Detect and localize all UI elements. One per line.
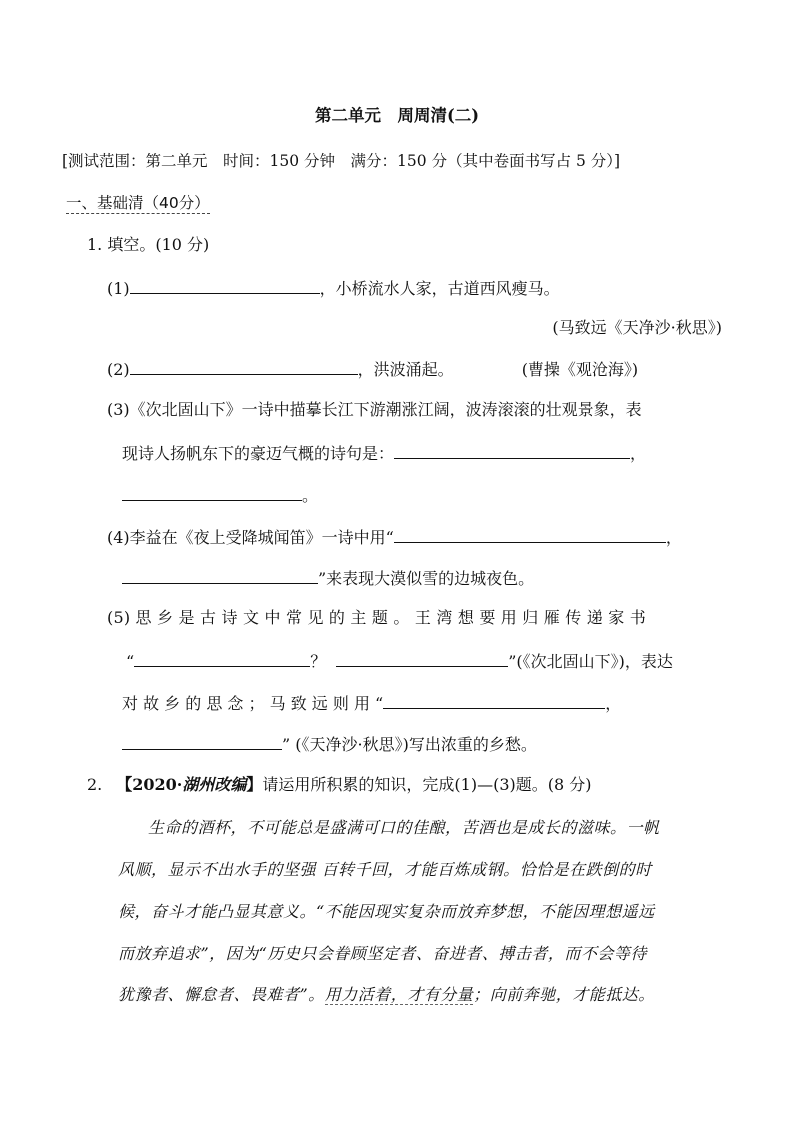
prompt-text: ”(《次北固山下》)，表达 xyxy=(508,652,673,671)
prompt-text: 现诗人扬帆东下的豪迈气概的诗句是： xyxy=(122,444,395,463)
question-1-part-5-line-4 xyxy=(122,733,537,755)
source-tag xyxy=(116,775,262,794)
answer-blank[interactable] xyxy=(336,650,508,667)
question-1-part-5-line-3 xyxy=(122,692,621,714)
passage-text: ；向前奔驰，才能抵达。 xyxy=(473,985,655,1004)
punctuation: ？ xyxy=(310,652,327,671)
punctuation: 。 xyxy=(302,486,319,505)
passage-line-2: 风顺，显示不出水手的坚强 百转千回，才能百炼成钢。恰恰是在跌倒的时 xyxy=(118,860,652,879)
prompt-text: (4)李益在《夜上受降城闻笛》一诗中用“ xyxy=(107,528,394,547)
part-number: (1) xyxy=(107,279,130,298)
question-1-part-5-line-1: (5) 思 乡 是 古 诗 文 中 常 见 的 主 题 。 王 湾 想 要 用 归 雁 传 递 家 书 xyxy=(107,608,646,627)
punctuation: ， xyxy=(665,528,682,547)
part-number: (2) xyxy=(107,360,130,379)
punctuation: “ xyxy=(126,652,135,671)
question-2-heading xyxy=(87,775,592,795)
question-2-instruction: 请运用所积累的知识，完成(1)—(3)题。(8 分) xyxy=(262,775,592,794)
answer-blank[interactable] xyxy=(122,484,302,501)
passage-line-3: 候，奋斗才能凸显其意义。“不能因现实复杂而放弃梦想，不能因理想遥远 xyxy=(118,902,655,921)
question-1-part-4-line-1 xyxy=(107,526,682,548)
prompt-text: ” (《天净沙·秋思》)写出浓重的乡愁。 xyxy=(282,735,537,754)
question-1-part-1-source: (马致远《天净沙·秋思》) xyxy=(552,318,722,337)
poem-line: ，洪波涌起。 xyxy=(357,360,454,379)
poem-source: (曹操《观沧海》) xyxy=(521,360,639,379)
source-tag-year: 【2020· xyxy=(116,775,183,794)
question-1-part-3-line-1: (3)《次北固山下》一诗中描摹长江下游潮涨江阔，波涛滚滚的壮观景象，表 xyxy=(107,400,642,419)
answer-blank[interactable] xyxy=(134,650,310,667)
punctuation: ， xyxy=(630,444,647,463)
question-1-part-1 xyxy=(107,277,560,299)
punctuation: ， xyxy=(605,694,622,713)
underlined-sentence: 用力活着，才有分量 xyxy=(324,985,474,1004)
question-number: 2. xyxy=(87,775,103,794)
question-1-part-4-line-2 xyxy=(122,567,534,589)
page-title: 第二单元 周周清(二) xyxy=(314,106,480,125)
question-1-heading: 1. 填空。(10 分) xyxy=(87,235,210,254)
passage-line-1: 生命的酒杯，不可能总是盛满可口的佳酿，苦酒也是成长的滋味。一帆 xyxy=(148,818,660,837)
question-1-part-5-line-2 xyxy=(126,650,673,672)
prompt-text: 对 故 乡 的 思 念 ； 马 致 远 则 用 “ xyxy=(122,694,384,713)
passage-text: 犹豫者、懈怠者、畏难者”。 xyxy=(118,985,325,1004)
section-heading xyxy=(66,193,210,213)
passage-line-4: 而放弃追求”，因为“历史只会眷顾坚定者、奋进者、搏击者，而不会等待 xyxy=(118,944,647,963)
answer-blank[interactable] xyxy=(383,692,605,709)
answer-blank[interactable] xyxy=(130,277,320,294)
test-range: [测试范围：第二单元 时间：150 分钟 满分：150 分（其中卷面书写占 5 分）] xyxy=(62,152,621,170)
source-tag-close: 】 xyxy=(246,775,263,794)
passage-line-5 xyxy=(118,985,655,1005)
answer-blank[interactable] xyxy=(394,526,666,543)
answer-blank[interactable] xyxy=(394,442,630,459)
question-1-part-2 xyxy=(107,358,638,380)
answer-blank[interactable] xyxy=(122,567,318,584)
answer-blank[interactable] xyxy=(122,733,282,750)
section-heading-text: 一、基础清（40分） xyxy=(66,194,210,212)
source-tag-origin: 湖州改编 xyxy=(182,775,247,794)
question-1-part-3-line-2 xyxy=(122,442,646,464)
poem-line: ，小桥流水人家，古道西风瘦马。 xyxy=(319,279,560,298)
answer-blank[interactable] xyxy=(130,358,358,375)
prompt-text: ”来表现大漠似雪的边城夜色。 xyxy=(318,569,535,588)
question-1-part-3-line-3 xyxy=(122,484,318,506)
